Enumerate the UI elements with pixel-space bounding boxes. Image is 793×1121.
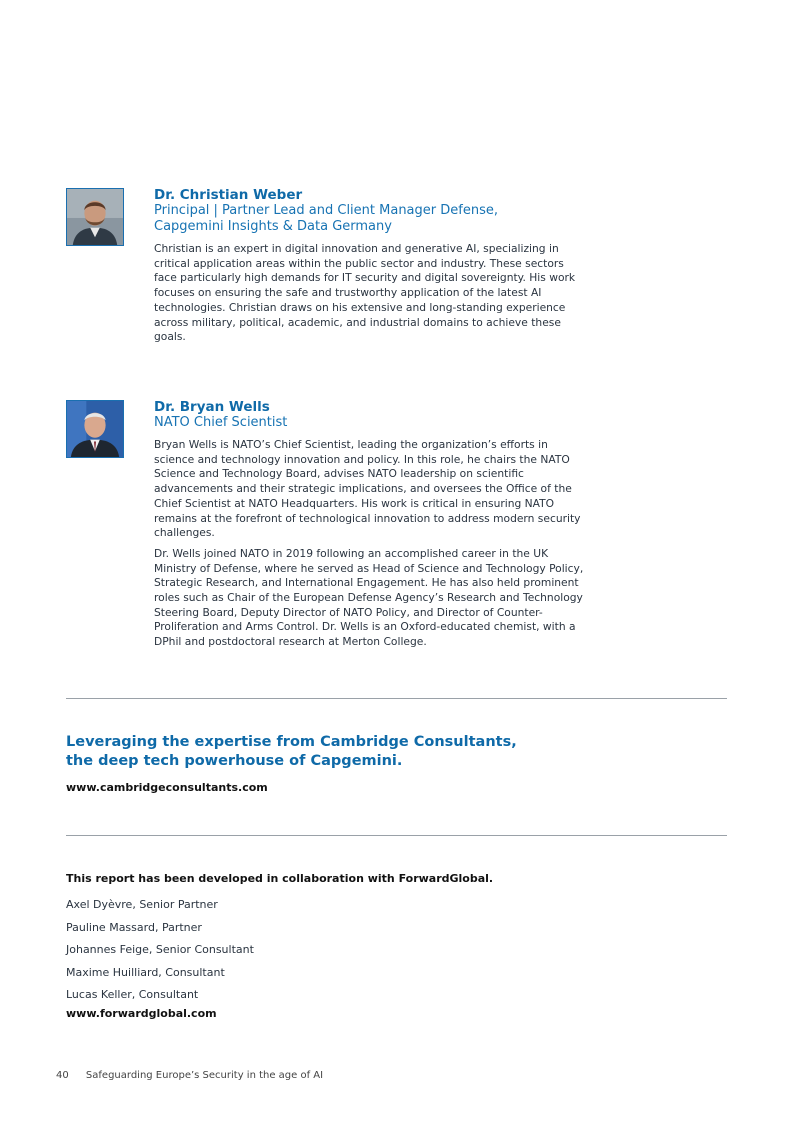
heading-line: Leveraging the expertise from Cambridge Consultants, xyxy=(66,734,517,750)
report-title: Safeguarding Europe’s Security in the age of AI xyxy=(85,1070,324,1081)
divider xyxy=(66,835,727,836)
divider xyxy=(66,698,727,699)
profile-name: Dr. Bryan Wells xyxy=(154,399,270,415)
portrait-photo xyxy=(66,400,124,458)
team-member: Pauline Massard, Partner xyxy=(66,920,202,934)
collaboration-intro: This report has been developed in collaboration with ForwardGlobal. xyxy=(66,872,494,885)
team-list xyxy=(66,894,254,1007)
profile-bio: Dr. Wells joined NATO in 2019 following an accomplished career in the UK Ministry of Defense, where he served as Head of Science and Technology Policy, Strategic Research, and International Engagement. He has also held prominent roles such as Chair of the European Defense Agency’s Research and Technology Steering Board, Deputy Director of NATO Policy, and Director of Counter-Proliferation and Arms Control. Dr. Wells is an Oxford-educated chemist, with a DPhil and postdoctoral research at Merton College. xyxy=(154,546,584,649)
forwardglobal-link[interactable]: www.forwardglobal.com xyxy=(66,1007,217,1020)
portrait-photo xyxy=(66,188,124,246)
heading-line: the deep tech powerhouse of Capgemini. xyxy=(66,753,403,769)
page-number: 40 xyxy=(56,1070,69,1081)
role-line: Principal | Partner Lead and Client Manager Defense, xyxy=(154,203,498,218)
cambridge-consultants-link[interactable]: www.cambridgeconsultants.com xyxy=(66,781,268,794)
team-member: Axel Dyèvre, Senior Partner xyxy=(66,898,218,911)
role-line: Capgemini Insights & Data Germany xyxy=(154,219,392,234)
team-member: Maxime Huilliard, Consultant xyxy=(66,965,225,979)
profile-role xyxy=(154,203,584,235)
profile-name: Dr. Christian Weber xyxy=(154,187,303,203)
profile-bio: Bryan Wells is NATO’s Chief Scientist, leading the organization’s efforts in science and technology innovation and policy. In this role, he chairs the NATO Science and Technology Board, advises NATO leadership on scientific advancements and their strategic implications, and oversees the Office of the Chief Scientist at NATO Headquarters. His work is critical in ensuring NATO remains at the forefront of technological innovation to address modern security challenges. xyxy=(154,438,581,540)
page-footer xyxy=(56,1070,323,1081)
team-member: Johannes Feige, Senior Consultant xyxy=(66,943,254,957)
team-member: Lucas Keller, Consultant xyxy=(66,988,199,1002)
profile-bio: Christian is an expert in digital innovation and generative AI, specializing in critical application areas within the public sector and industry. These sectors face particularly high demands for IT security and digital sovereignty. His work focuses on ensuring the safe and trustworthy application of the latest AI technologies. Christian draws on his extensive and long-standing experience across military, political, academic, and industrial domains to achieve these goals. xyxy=(154,242,576,344)
leverage-heading xyxy=(66,733,666,771)
profile-role: NATO Chief Scientist xyxy=(154,415,288,430)
